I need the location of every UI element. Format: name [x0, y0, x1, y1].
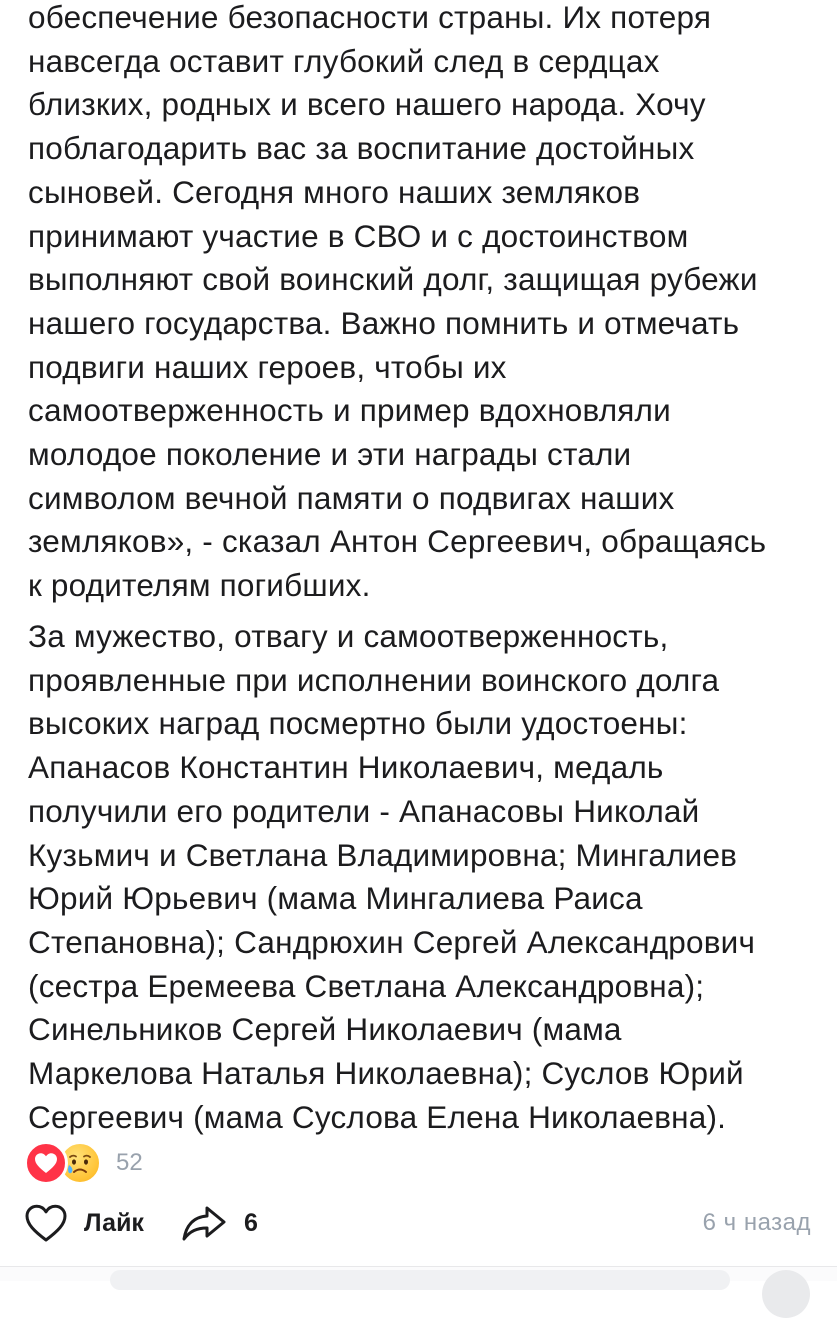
text-line: навсегда оставит глубокий след в сердцах — [28, 42, 660, 79]
text-line: Сергеевич (мама Суслова Елена Николаевна). — [28, 1098, 727, 1135]
share-arrow-icon — [180, 1204, 228, 1242]
post-paragraph-2 — [28, 615, 755, 1139]
text-line: проявленные при исполнении воинского долга — [28, 661, 720, 698]
text-line: Кузьмич и Светлана Владимировна; Мингалиев — [28, 836, 738, 873]
text-line: обеспечение безопасности страны. Их потеря — [28, 0, 712, 35]
like-label: Лайк — [84, 1208, 144, 1237]
text-line: поблагодарить вас за воспитание достойных — [28, 130, 695, 167]
heart-outline-icon — [24, 1203, 68, 1243]
text-line: Синельников Сергей Николаевич (мама — [28, 1011, 622, 1048]
text-line: самоотверженность и пример вдохновляли — [28, 392, 671, 429]
heart-reaction-icon — [24, 1141, 68, 1185]
text-line: (сестра Еремеева Светлана Александровна); — [28, 967, 705, 1004]
text-line: Юрий Юрьевич (мама Мингалиева Раиса — [28, 880, 643, 917]
text-line: Маркелова Наталья Николаевна); Суслов Юрий — [28, 1055, 744, 1092]
text-line: Степановна); Сандрюхин Сергей Александрович — [28, 923, 756, 960]
share-count: 6 — [243, 1208, 258, 1237]
text-line: За мужество, отвагу и самоотверженность, — [28, 618, 669, 654]
reaction-count: 52 — [116, 1149, 143, 1176]
text-line: выполняют свой воинский долг, защищая рубежи — [28, 261, 758, 298]
share-button[interactable] — [180, 1204, 258, 1242]
post-timestamp: 6 ч назад — [702, 1209, 811, 1236]
text-line: получили его родители - Апанасовы Николай — [28, 792, 700, 829]
text-line: сыновей. Сегодня много наших земляков — [28, 173, 641, 210]
text-line: близких, родных и всего нашего народа. Хочу — [28, 86, 706, 123]
avatar-edge — [762, 1270, 810, 1318]
text-line: молодое поколение и эти награды стали — [28, 436, 632, 473]
text-line: принимают участие в СВО и с достоинством — [28, 217, 689, 254]
text-line: символом вечной памяти о подвигах наших — [28, 479, 675, 516]
comment-input-edge[interactable] — [110, 1270, 730, 1290]
like-button[interactable] — [24, 1203, 144, 1243]
post-actions-bar — [24, 1198, 811, 1248]
text-line: земляков», - сказал Антон Сергеевич, обращаясь — [28, 523, 767, 560]
text-line: к родителям погибших. — [28, 567, 371, 604]
reactions-summary[interactable] — [24, 1140, 143, 1186]
text-line: высоких наград посмертно были удостоены: — [28, 705, 688, 742]
post-paragraph-1 — [28, 0, 766, 608]
heart-icon — [34, 1152, 58, 1174]
text-line: подвиги наших героев, чтобы их — [28, 348, 507, 385]
text-line: Апанасов Константин Николаевич, медаль — [28, 749, 664, 786]
text-line: нашего государства. Важно помнить и отмечать — [28, 304, 740, 341]
